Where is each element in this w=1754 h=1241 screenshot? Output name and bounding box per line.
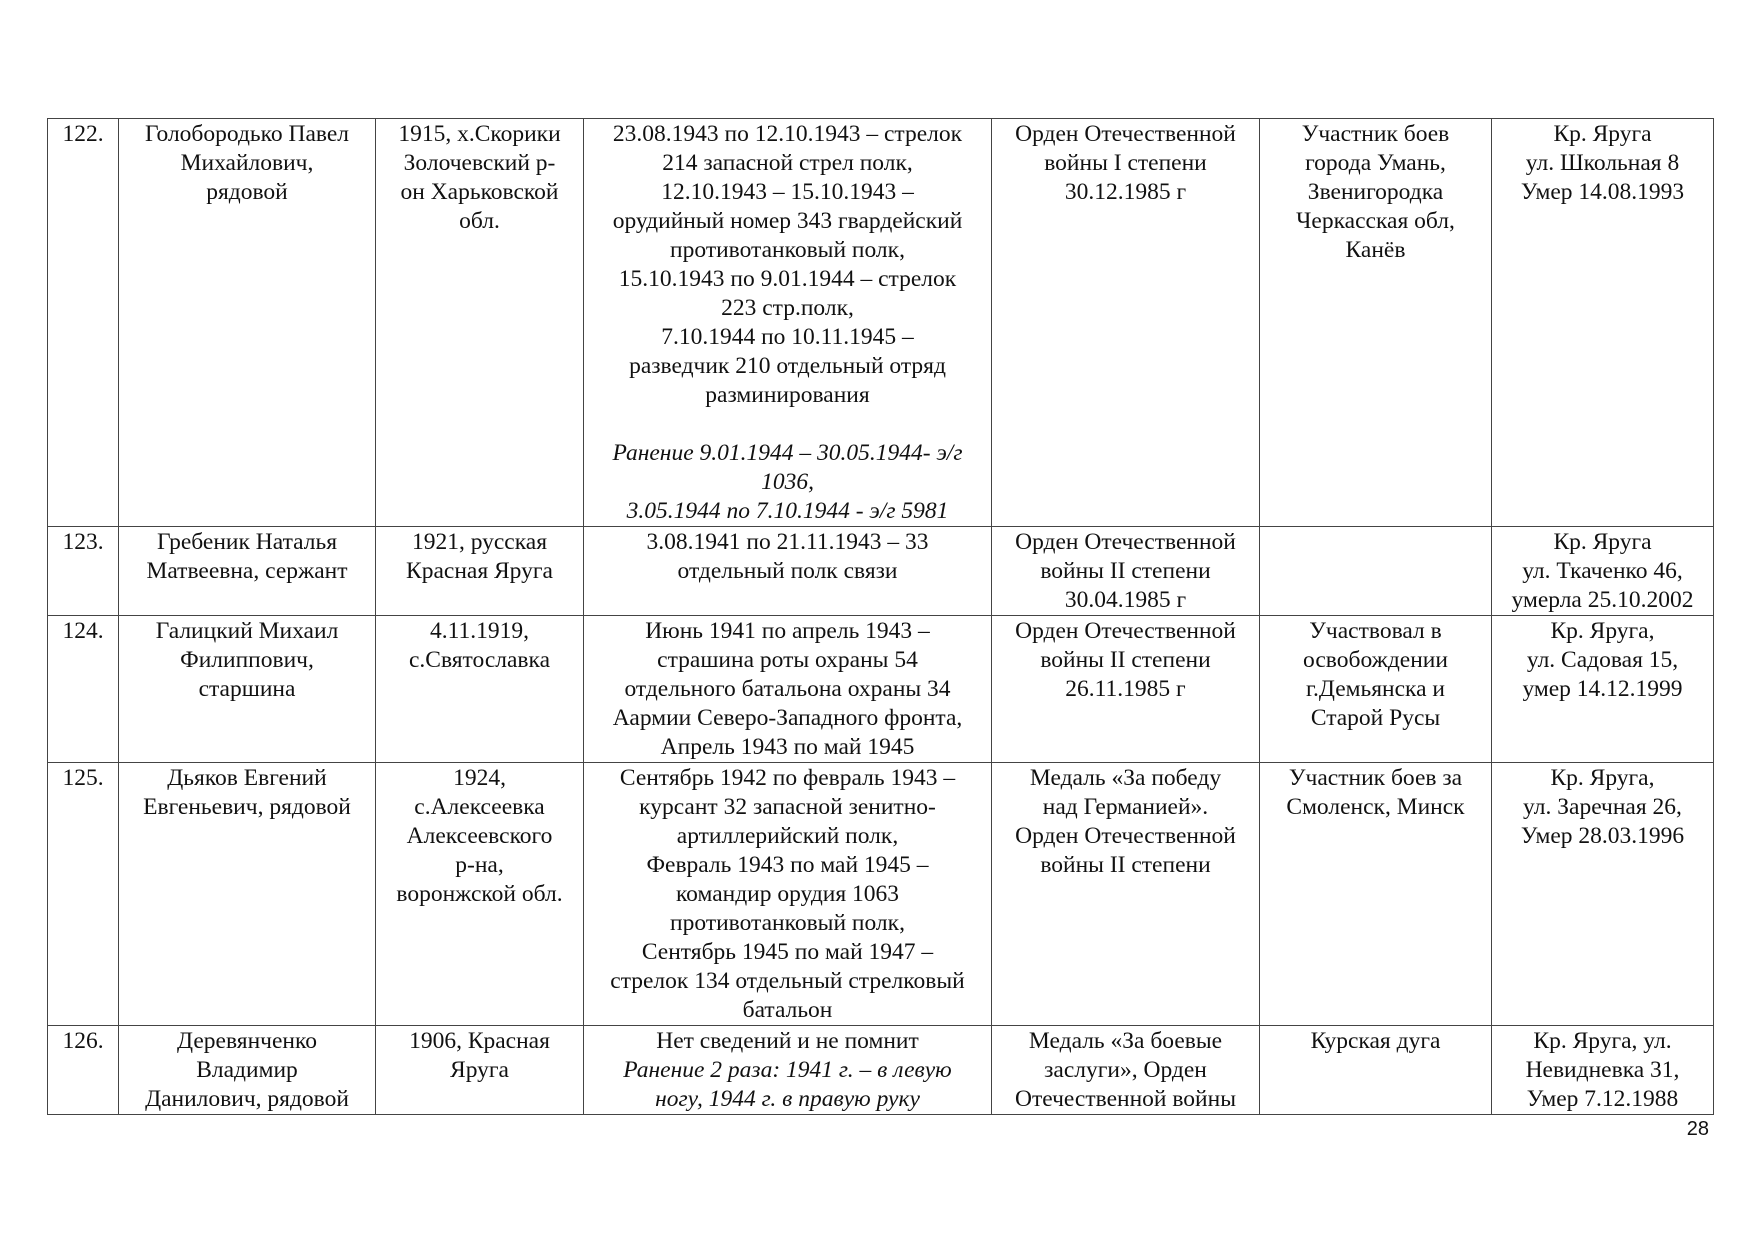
service-cell: Сентябрь 1942 по февраль 1943 – курсант 32 запасной зенитно- артиллерийский полк, Февраль 1943 по май 1945 – командир орудия 1063 противотанковый полк, Сентябрь 1945 по май 1947 – стрелок 134 отдельный стрелковый батальон — [584, 763, 992, 1026]
battles-cell — [1260, 527, 1492, 616]
battles-cell: Участник боев за Смоленск, Минск — [1260, 763, 1492, 1026]
table-row — [48, 527, 1714, 616]
awards-cell: Орден Отечественной войны I степени 30.12.1985 г — [992, 119, 1260, 527]
birth-cell: 1921, русская Красная Яруга — [376, 527, 584, 616]
battles-cell: Участвовал в освобождении г.Демьянска и Старой Русы — [1260, 616, 1492, 763]
row-number: 124. — [48, 616, 119, 763]
address-cell: Кр. Яруга, ул. Садовая 15, умер 14.12.1999 — [1492, 616, 1714, 763]
address-cell: Кр. Яруга ул. Ткаченко 46, умерла 25.10.2002 — [1492, 527, 1714, 616]
name-cell: Гребеник Наталья Матвеевна, сержант — [119, 527, 376, 616]
address-cell: Кр. Яруга, ул. Заречная 26, Умер 28.03.1996 — [1492, 763, 1714, 1026]
row-number: 123. — [48, 527, 119, 616]
birth-cell: 4.11.1919, с.Святославка — [376, 616, 584, 763]
address-cell: Кр. Яруга, ул. Невидневка 31, Умер 7.12.1988 — [1492, 1026, 1714, 1115]
battles-cell: Участник боев города Умань, Звенигородка Черкасская обл, Канёв — [1260, 119, 1492, 527]
table-row — [48, 616, 1714, 763]
battles-cell: Курская дуга — [1260, 1026, 1492, 1115]
name-cell: Голобородько Павел Михайлович, рядовой — [119, 119, 376, 527]
service-cell: 3.08.1941 по 21.11.1943 – 33 отдельный полк связи — [584, 527, 992, 616]
row-number: 125. — [48, 763, 119, 1026]
awards-cell: Медаль «За победу над Германией». Орден Отечественной войны II степени — [992, 763, 1260, 1026]
awards-cell: Орден Отечественной войны II степени 26.11.1985 г — [992, 616, 1260, 763]
birth-cell: 1924, с.Алексеевка Алексеевского р-на, воронжской обл. — [376, 763, 584, 1026]
birth-cell: 1915, х.Скорики Золочевский р- он Харьковской обл. — [376, 119, 584, 527]
service-cell: 23.08.1943 по 12.10.1943 – стрелок 214 запасной стрел полк, 12.10.1943 – 15.10.1943 – орудийный номер 343 гвардейский противотанковый полк, 15.10.1943 по 9.01.1944 – стрелок 223 стр.полк, 7.10.1944 по 10.11.1945 – разведчик 210 отдельный отряд разминирования Ранение 9.01.1944 – 30.05.1944- э/г 1036, 3.05.1944 по 7.10.1944 - э/г 5981 — [584, 119, 992, 527]
address-cell: Кр. Яруга ул. Школьная 8 Умер 14.08.1993 — [1492, 119, 1714, 527]
name-cell: Деревянченко Владимир Данилович, рядовой — [119, 1026, 376, 1115]
birth-cell: 1906, Красная Яруга — [376, 1026, 584, 1115]
table-row — [48, 763, 1714, 1026]
name-cell: Дьяков Евгений Евгеньевич, рядовой — [119, 763, 376, 1026]
name-cell: Галицкий Михаил Филиппович, старшина — [119, 616, 376, 763]
service-cell: Июнь 1941 по апрель 1943 – страшина роты охраны 54 отдельного батальона охраны 34 Аармии Северо-Западного фронта, Апрель 1943 по май 1945 — [584, 616, 992, 763]
table-row — [48, 1026, 1714, 1115]
table-row — [48, 119, 1714, 527]
row-number: 122. — [48, 119, 119, 527]
wound-note: Ранение 9.01.1944 – 30.05.1944- э/г — [612, 440, 963, 466]
awards-cell: Орден Отечественной войны II степени 30.04.1985 г — [992, 527, 1260, 616]
awards-cell: Медаль «За боевые заслуги», Орден Отечественной войны — [992, 1026, 1260, 1115]
veterans-table — [47, 118, 1714, 1115]
row-number: 126. — [48, 1026, 119, 1115]
page-number: 28 — [1686, 1118, 1709, 1140]
wound-note: Ранение 2 раза: 1941 г. – в левую — [623, 1057, 952, 1083]
service-cell: Нет сведений и не помнит Ранение 2 раза: 1941 г. – в левую ногу, 1944 г. в правую руку — [584, 1026, 992, 1115]
